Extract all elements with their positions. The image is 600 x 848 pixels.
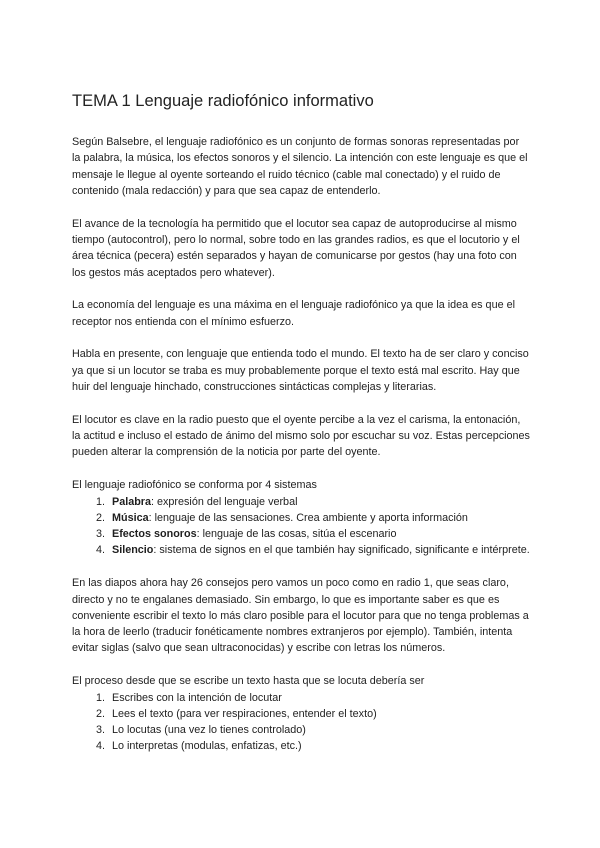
term-label: Silencio <box>112 544 154 557</box>
paragraph-present: Habla en presente, con lenguaje que entienda todo el mundo. El texto ha de ser claro y conciso ya que si un locutor se traba es muy probablemente porque el texto está mal escrito. Hay que huir del lenguaje hinchado, construcciones sintácticas complejas y literarias. <box>72 348 529 394</box>
process-intro: El proceso desde que se escribe un texto hasta que se locuta debería ser <box>72 675 425 688</box>
list-item <box>108 542 530 558</box>
list-item: 3. Lo locutas (una vez lo tienes controlado) <box>108 722 530 738</box>
term-desc: : expresión del lenguaje verbal <box>151 495 298 508</box>
document-title: TEMA 1 Lenguaje radiofónico informativo <box>72 92 374 110</box>
term-desc: : sistema de signos en el que también hay significado, significante e intérprete. <box>153 544 530 557</box>
list-item: 4. Lo interpretas (modulas, enfatizas, etc.) <box>108 738 530 754</box>
document-page <box>72 90 530 771</box>
list-item: 1. Escribes con la intención de locutar <box>108 690 530 706</box>
list-item <box>108 510 530 526</box>
paragraph-technology: El avance de la tecnología ha permitido que el locutor sea capaz de autoproducirse al mismo tiempo (autocontrol), pero lo normal, sobre todo en las grandes radios, es que el locutorio y el área técnica (pecera) estén separados y hayan de comunicarse por gestos (hay una foto con los gestos más aceptados pero whatever). <box>72 217 520 279</box>
list-item <box>108 494 530 510</box>
term-label: Música <box>112 511 149 524</box>
term-label: Efectos sonoros <box>112 528 197 541</box>
systems-intro: El lenguaje radiofónico se conforma por 4 sistemas <box>72 479 317 492</box>
list-item: 2. Lees el texto (para ver respiraciones, entender el texto) <box>108 706 530 722</box>
paragraph-locutor: El locutor es clave en la radio puesto que el oyente percibe a la vez el carisma, la entonación, la actitud e incluso el estado de ánimo del mismo solo por escuchar su voz. Estas percepciones pueden alterar la comprensión de la noticia por parte del oyente. <box>72 413 530 459</box>
term-desc: : lenguaje de las cosas, sitúa el escenario <box>196 528 397 541</box>
systems-list <box>72 494 530 559</box>
paragraph-advice: En las diapos ahora hay 26 consejos pero vamos un poco como en radio 1, que seas claro, directo y no te engalanes demasiado. Sin embargo, lo que es importante saber es que es conveniente escribir el texto lo más claro posible para el locutor para que no tenga problemas a la hora de leerlo (traducir fonéticamente nombres extranjeros por ejemplo). También, intenta evitar siglas (salvo que sean ultraconocidas) y escribe con letras los números. <box>72 577 529 655</box>
paragraph-economy: La economía del lenguaje es una máxima en el lenguaje radiofónico ya que la idea es que el receptor nos entienda con el mínimo esfuerzo. <box>72 299 515 328</box>
term-desc: : lenguaje de las sensaciones. Crea ambiente y aporta información <box>148 511 468 524</box>
paragraph-balsebre: Según Balsebre, el lenguaje radiofónico es un conjunto de formas sonoras representadas por la palabra, la música, los efectos sonoros y el silencio. La intención con este lenguaje es que el mensaje le llegue al oyente sorteando el ruido técnico (cable mal conectado) y el ruido de contenido (mala redacción) y para que sea capaz de entenderlo. <box>72 136 528 197</box>
process-list <box>72 690 530 755</box>
term-label: Palabra <box>112 495 152 508</box>
list-item <box>108 526 530 542</box>
